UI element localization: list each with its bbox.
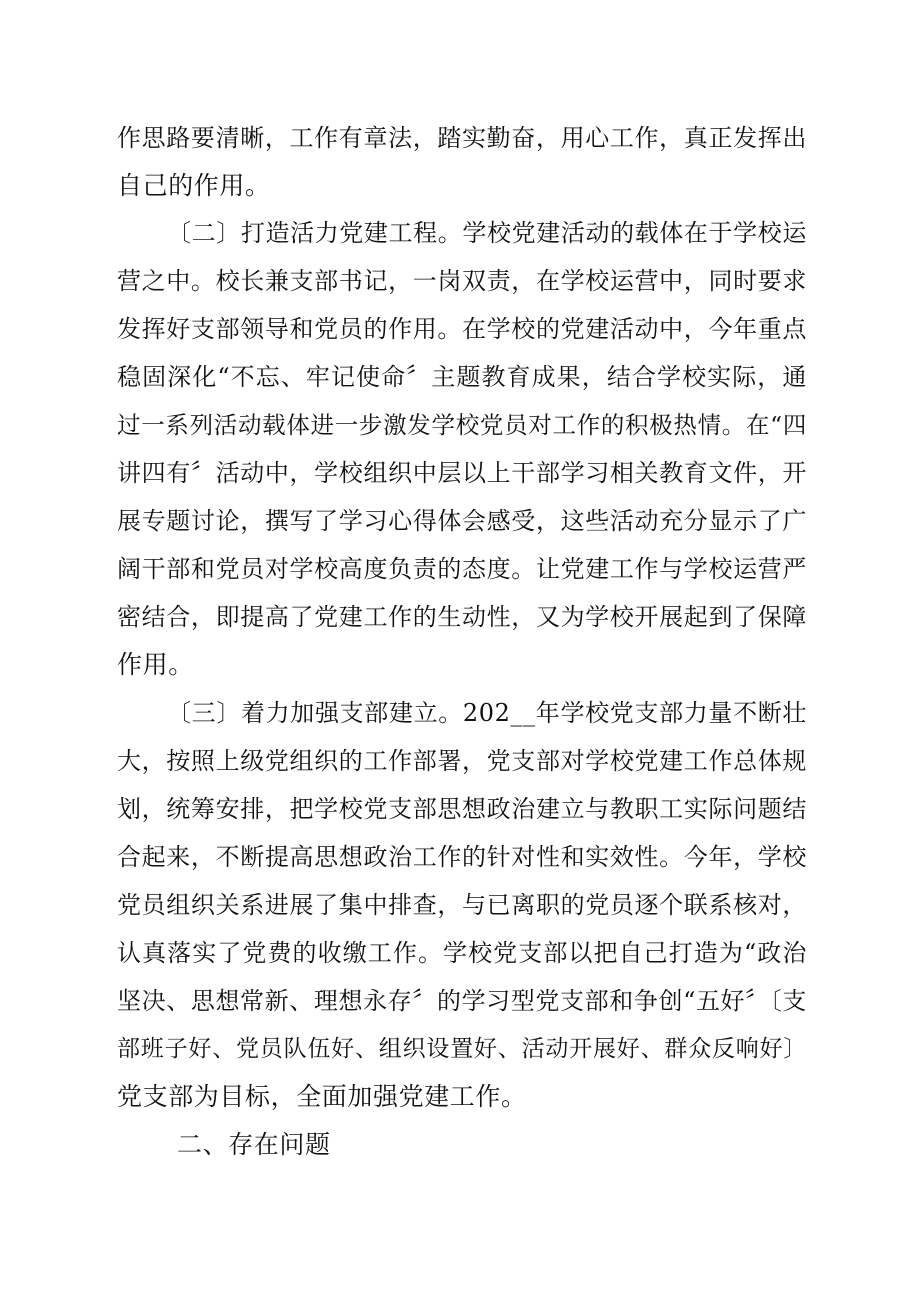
- text-line: 坚决、思想常新、理想永存〞的学习型党支部和争创“五好〞〔支: [117, 987, 807, 1015]
- text-line: 合起来，不断提高思想政治工作的针对性和实效性。今年，学校: [117, 843, 807, 871]
- text-line: 划，统筹安排，把学校党支部思想政治建立与教职工实际问题结: [117, 795, 807, 823]
- text-line: 部班子好、党员队伍好、组织设置好、活动开展好、群众反响好〕: [117, 1036, 807, 1062]
- text-line: 讲四有〞活动中，学校组织中层以上干部学习相关教育文件，开: [117, 459, 807, 487]
- text-line: 过一系列活动载体进一步激发学校党员对工作的积极热情。在“四: [117, 411, 807, 439]
- text-line: 展专题讨论，撰写了学习心得体会感受，这些活动充分显示了广: [117, 507, 807, 535]
- text-line: 营之中。校长兼支部书记，一岗双责，在学校运营中，同时要求: [117, 267, 807, 295]
- text-line: 〔三〕着力加强支部建立。202__年学校党支部力量不断壮: [167, 699, 807, 727]
- text-line: 阔干部和党员对学校高度负责的态度。让党建工作与学校运营严: [117, 555, 807, 583]
- text-line: 大，按照上级党组织的工作部署，党支部对学校党建工作总体规: [117, 747, 807, 775]
- text-line: 党员组织关系进展了集中排查，与已离职的党员逐个联系核对，: [117, 891, 807, 919]
- text-line: 稳固深化“不忘、牢记使命〞主题教育成果，结合学校实际，通: [117, 363, 807, 391]
- text-line: 作思路要清晰，工作有章法，踏实勤奋，用心工作，真正发挥出: [117, 124, 807, 152]
- text-line: 发挥好支部领导和党员的作用。在学校的党建活动中，今年重点: [117, 315, 807, 343]
- text-line: 作用。: [117, 650, 194, 679]
- text-line: 认真落实了党费的收缴工作。学校党支部以把自己打造为“政治: [117, 939, 807, 967]
- text-line: 密结合，即提高了党建工作的生动性，又为学校开展起到了保障: [117, 603, 807, 631]
- text-line: 〔二〕打造活力党建工程。学校党建活动的载体在于学校运: [167, 219, 807, 247]
- section-heading: 二、存在问题: [177, 1130, 331, 1159]
- text-line: 自己的作用。: [117, 171, 271, 200]
- text-line: 党支部为目标，全面加强党建工作。: [117, 1082, 527, 1111]
